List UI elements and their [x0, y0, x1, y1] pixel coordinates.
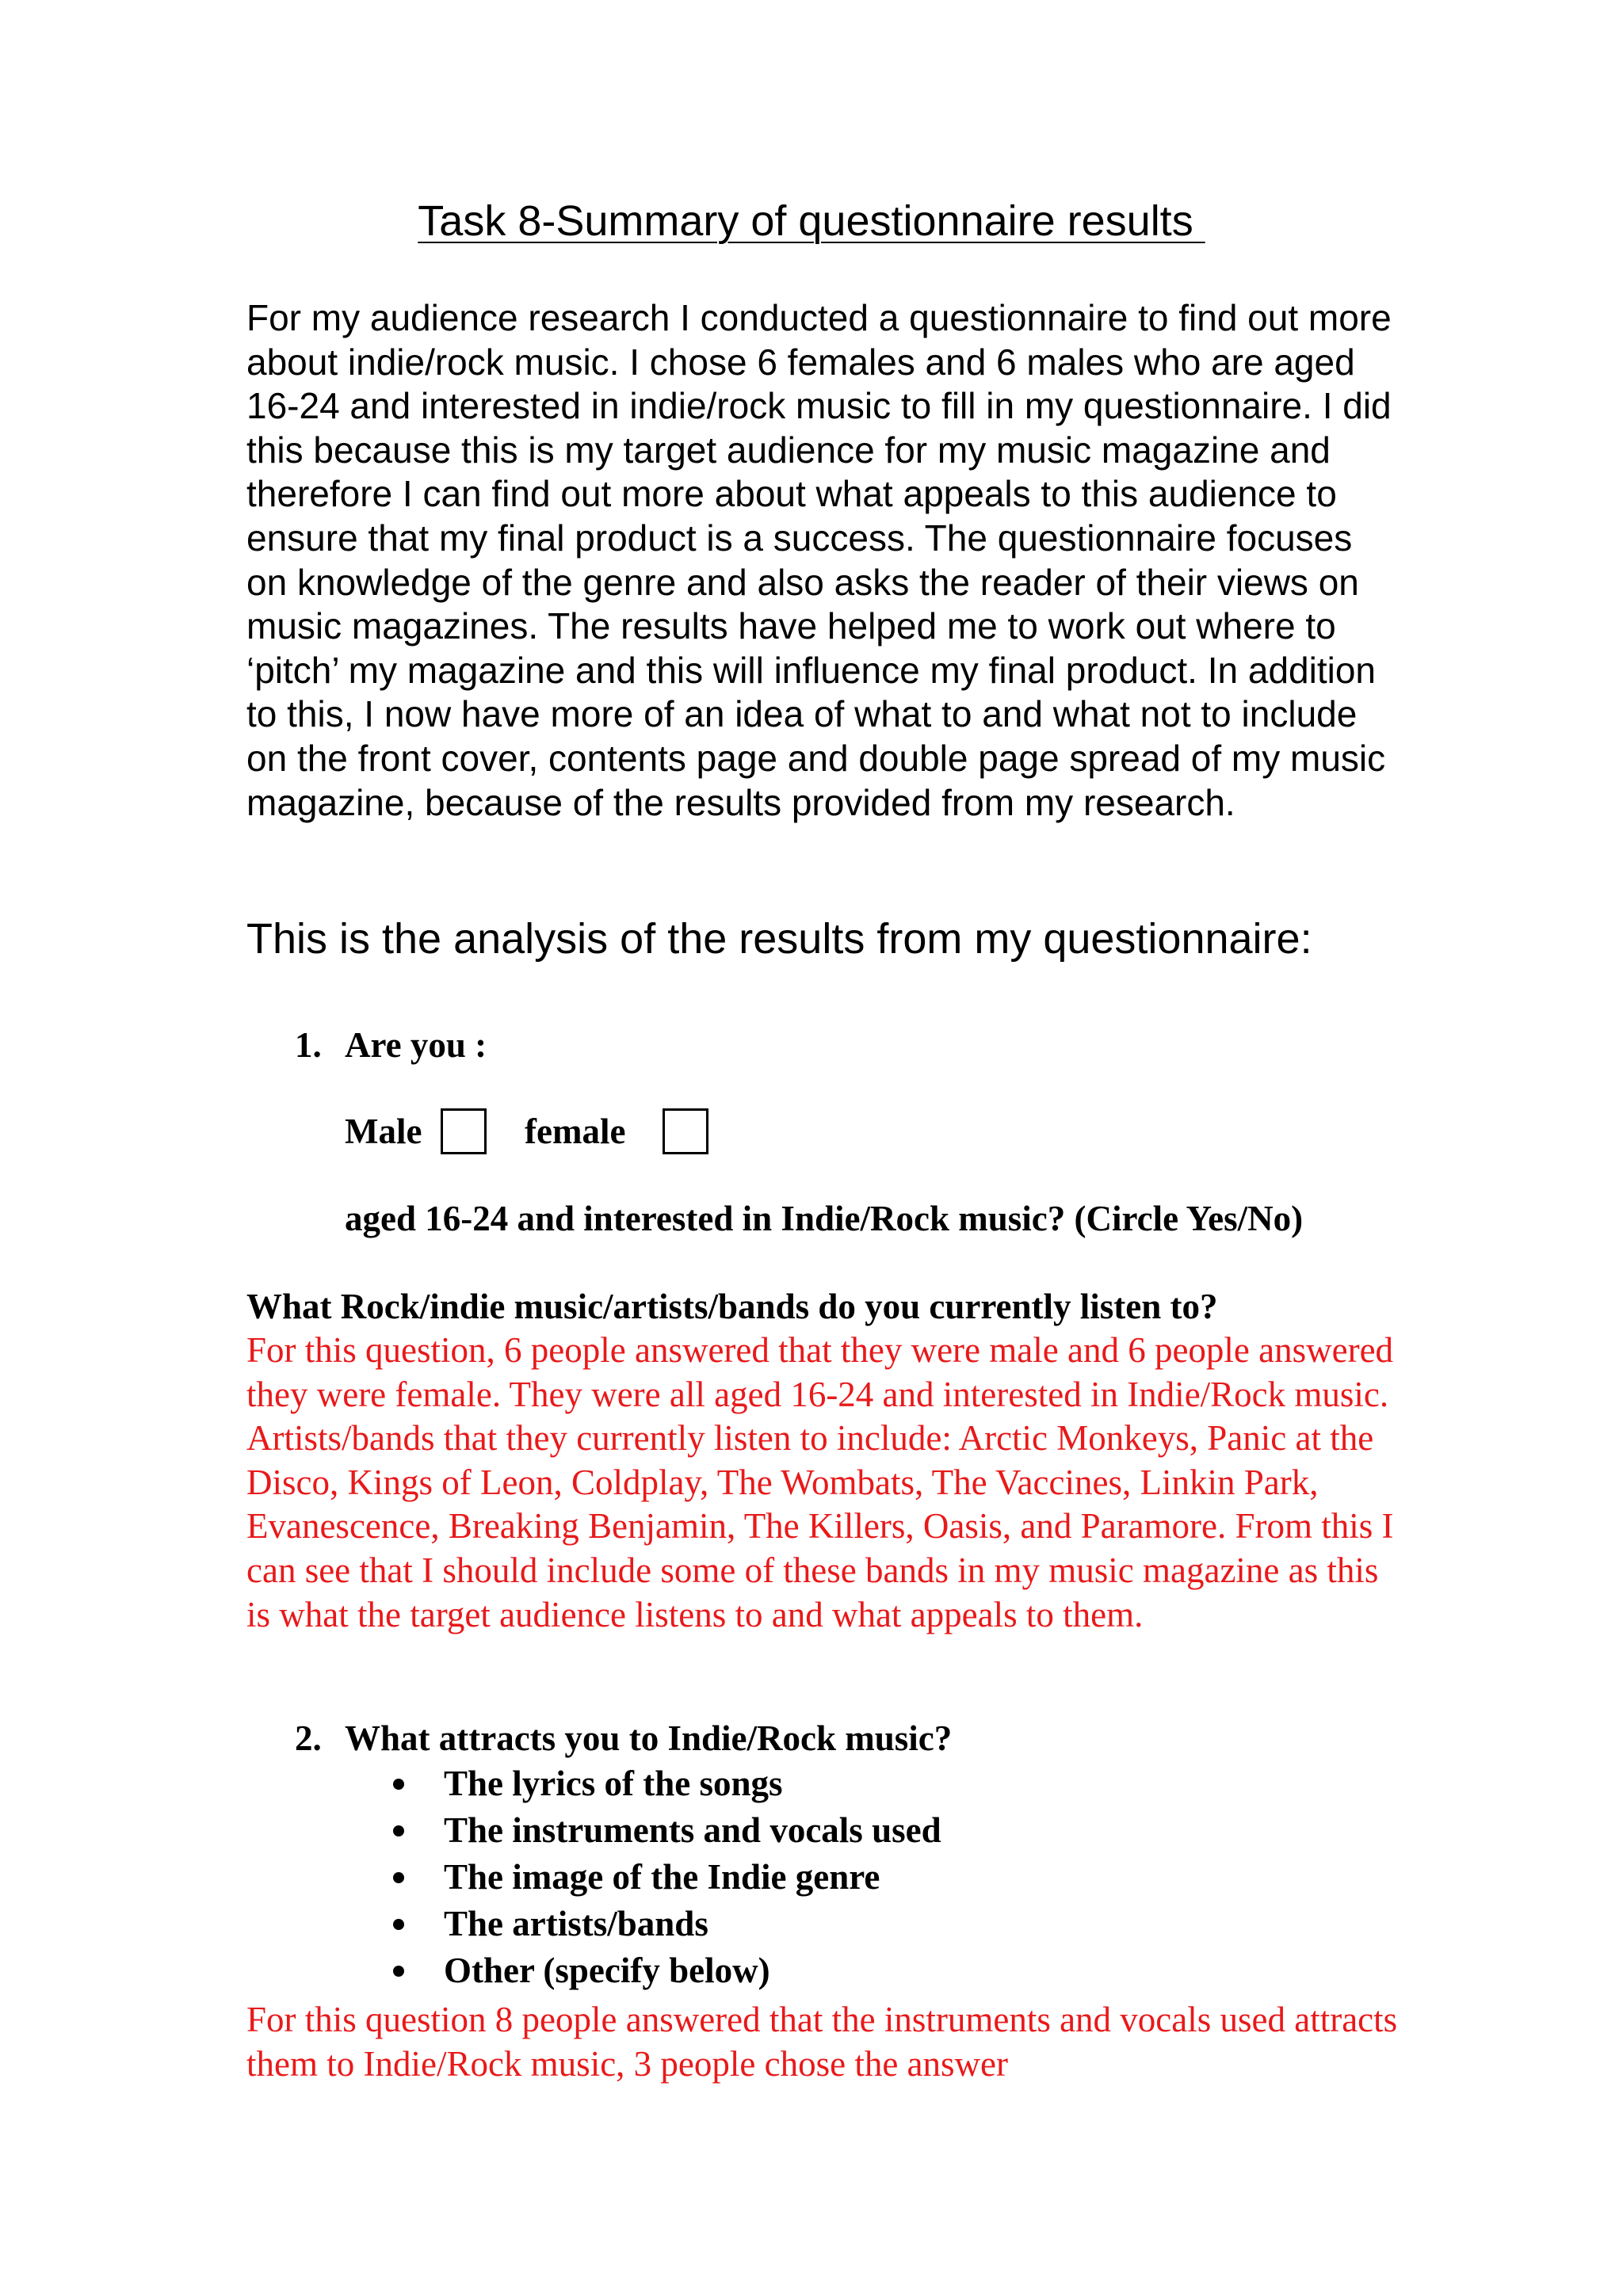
question-2-options-list [393, 1760, 941, 1994]
question-2-option [393, 1947, 941, 1994]
question-2-option [393, 1901, 941, 1947]
intro-paragraph: For my audience research I conducted a questionnaire to find out more about indie/rock music. I chose 6 females and 6 males who are aged 16-24 and interested in indie/rock music to fill in my questionnaire. I did this because this is my target audience for my music magazine and therefore I can find out more about what appeals to this audience to ensure that my final product is a success. The questionnaire focuses on knowledge of the genre and also asks the reader of their views on music magazines. The results have helped me to work out where to ‘pitch’ my magazine and this will influence my final product. In addition to this, I now have more of an idea of what to and what not to include on the front cover, contents page and double page spread of my music magazine, because of the results provided from my research. [246, 297, 1392, 823]
bullet-icon [393, 1966, 404, 1977]
question-1-text: Are you : [345, 1025, 487, 1065]
bullet-icon [393, 1919, 404, 1930]
question-2-option-label: The image of the Indie genre [444, 1857, 880, 1897]
question-1-followup: What Rock/indie music/artists/bands do you currently listen to? [246, 1287, 1218, 1326]
page-title-text: Task 8-Summary of questionnaire results [418, 197, 1205, 245]
female-checkbox[interactable] [663, 1108, 708, 1154]
question-2-number: 2. [295, 1718, 322, 1758]
question-2-option [393, 1807, 941, 1854]
question-2-option-label: Other (specify below) [444, 1951, 770, 1990]
bullet-icon [393, 1872, 404, 1883]
question-2-option-label: The artists/bands [444, 1904, 708, 1943]
question-2-option-label: The lyrics of the songs [444, 1764, 783, 1803]
question-2-text: What attracts you to Indie/Rock music? [345, 1718, 953, 1758]
question-2-answer: For this question 8 people answered that the instruments and vocals used attracts them to Indie/Rock music, 3 people chose the answer [246, 2000, 1398, 2084]
option-male-label: Male [345, 1112, 422, 1151]
question-2-option [393, 1760, 941, 1807]
question-1-answer: For this question, 6 people answered that they were male and 6 people answered they were female. They were all aged 16-24 and interested in Indie/Rock music. Artists/bands that they currently listen to include: Arctic Monkeys, Panic at the Disco, Kings of Leon, Coldplay, The Wombats, The Vaccines, Linkin Park, Evanescence, Breaking Benjamin, The Killers, Oasis, and Paramore. From this I can see that I should include some of these bands in my music magazine as this is what the target audience listens to and what appeals to them. [246, 1330, 1394, 1634]
page-title [0, 193, 1623, 249]
question-2-option-label: The instruments and vocals used [444, 1810, 941, 1850]
bullet-icon [393, 1825, 404, 1836]
analysis-heading: This is the analysis of the results from my questionnaire: [246, 915, 1312, 963]
question-2-option [393, 1854, 941, 1901]
question-1-age-line: aged 16-24 and interested in Indie/Rock music? (Circle Yes/No) [345, 1199, 1304, 1238]
question-1-number: 1. [295, 1025, 322, 1065]
bullet-icon [393, 1779, 404, 1790]
male-checkbox[interactable] [441, 1108, 487, 1154]
option-female-label: female [525, 1112, 626, 1151]
